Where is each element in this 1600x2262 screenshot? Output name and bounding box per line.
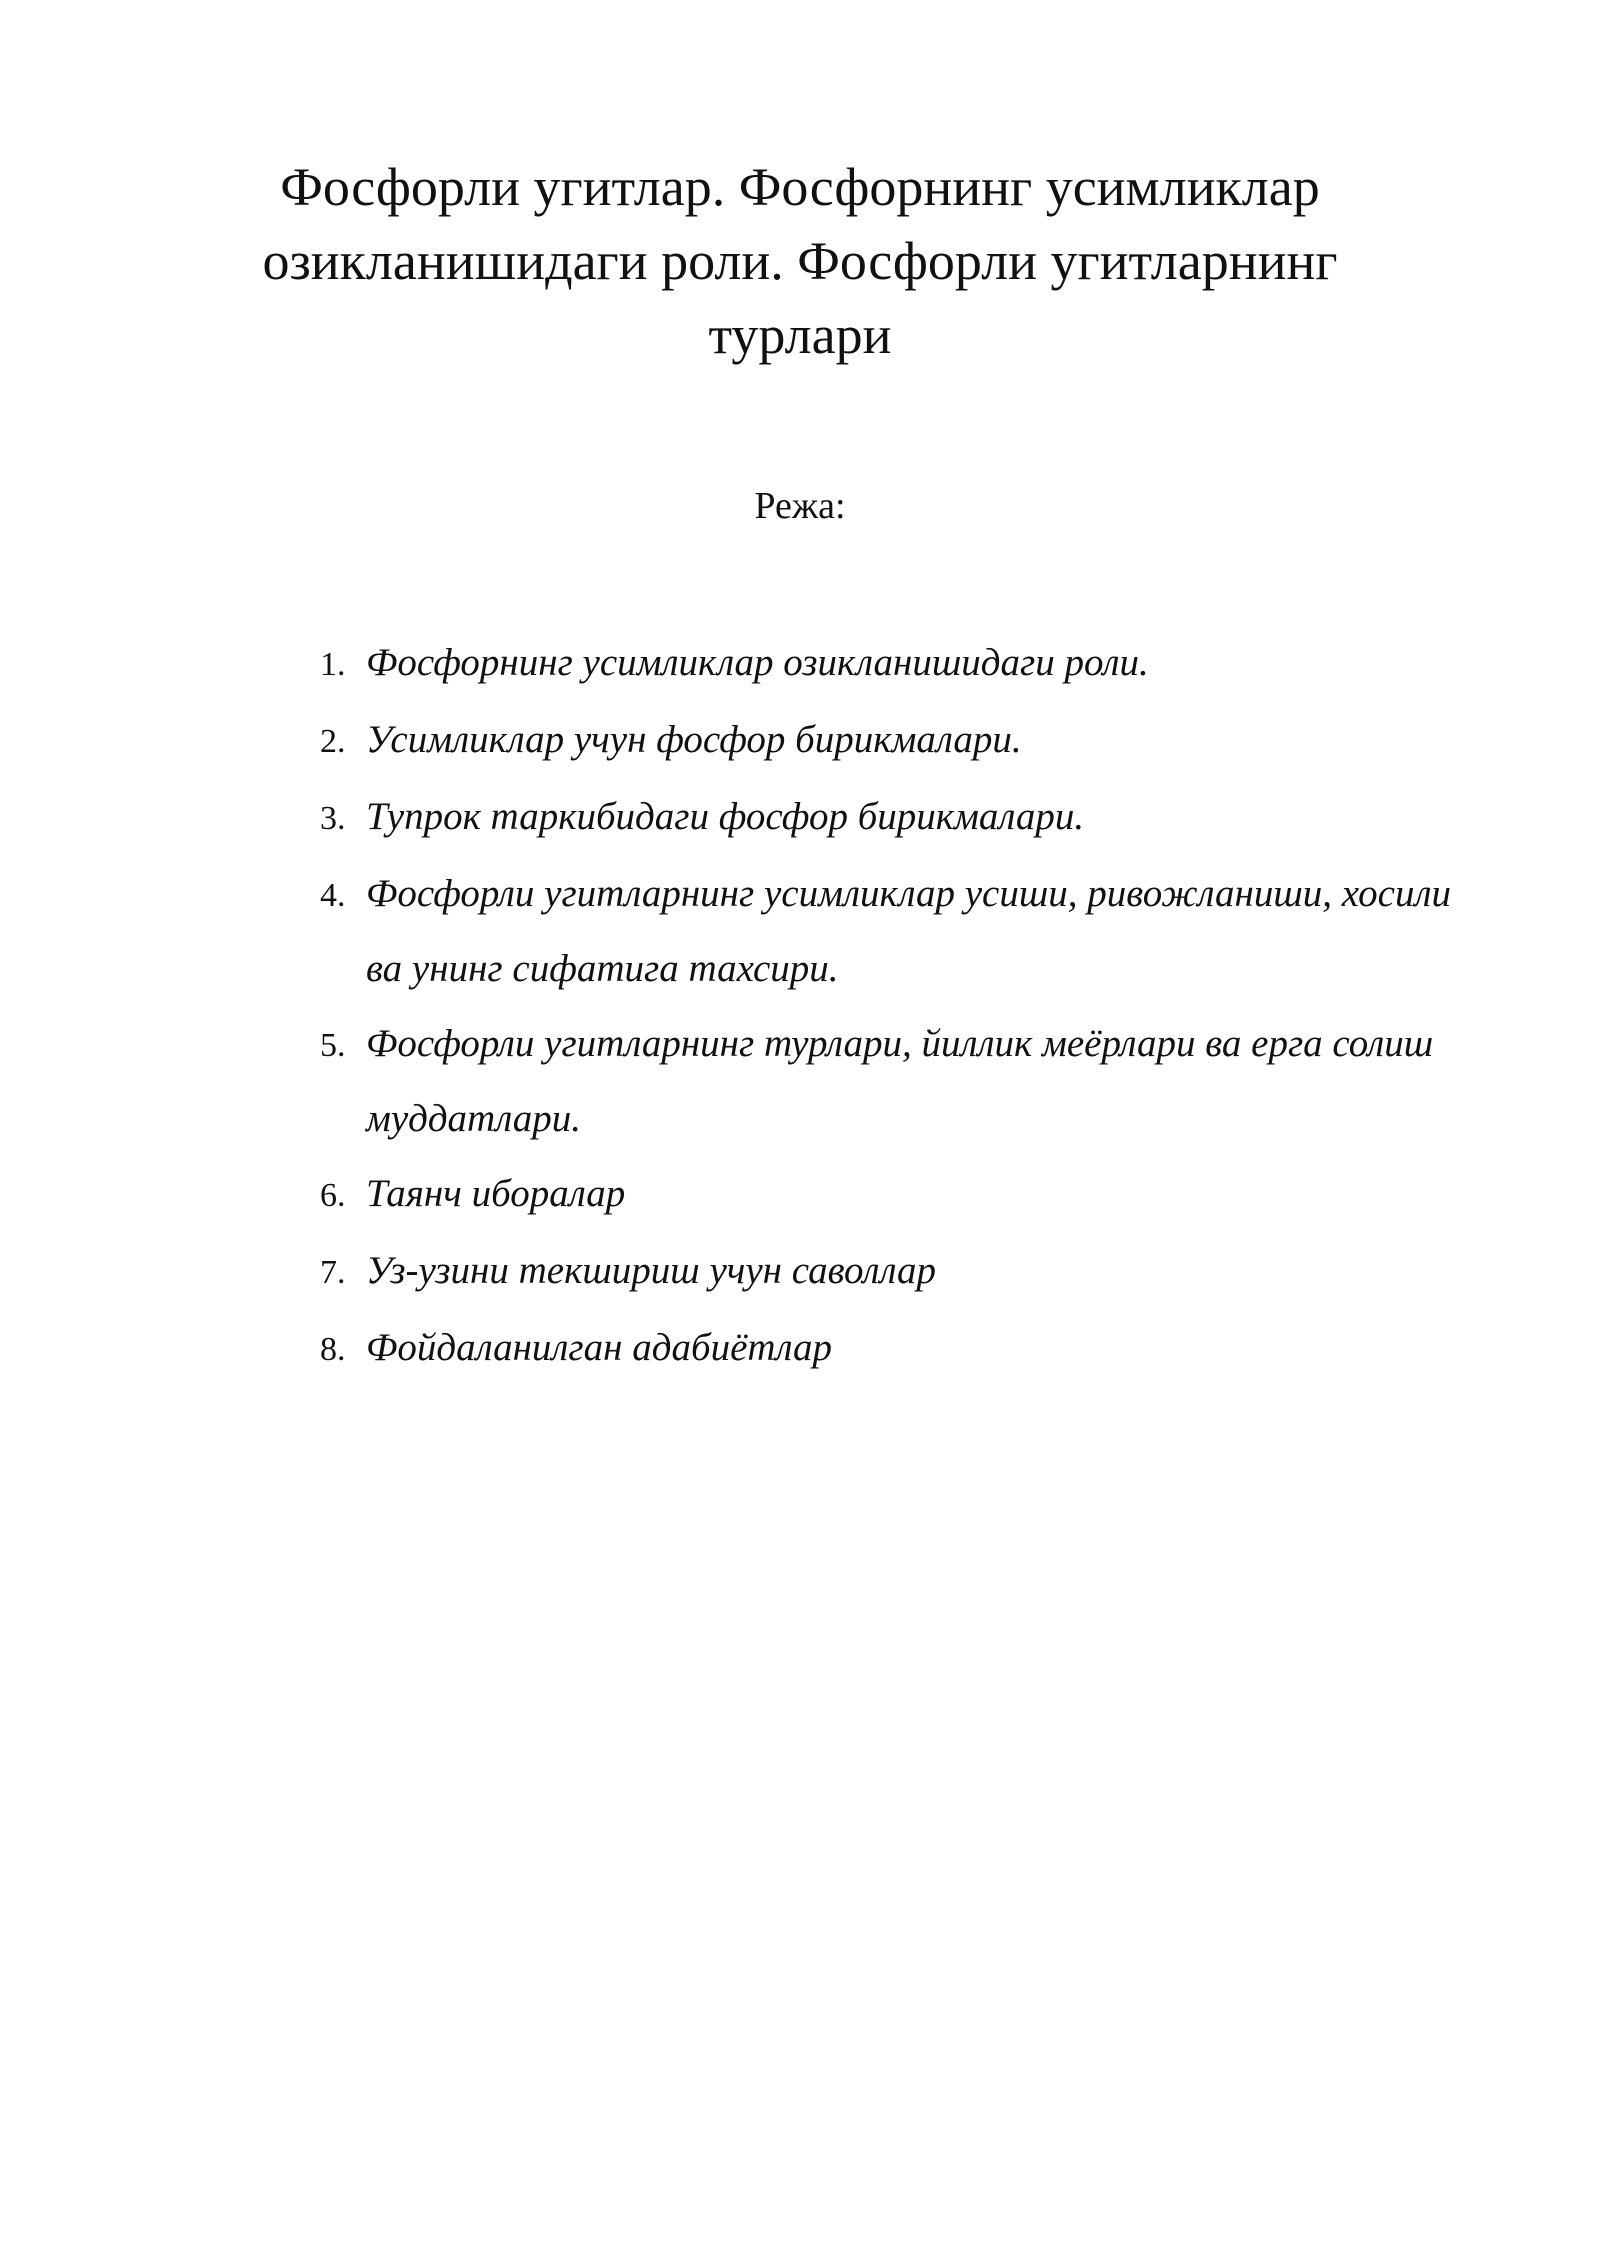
plan-item: [320, 856, 1470, 1006]
plan-item-number: 4.: [320, 877, 346, 914]
plan-item-text: Уз-узини текшириш учун саволлар: [366, 1249, 937, 1292]
plan-item-text: Фосфорли угитларнинг турлари, йиллик меёрлари ва ерга солиш муддатлари.: [366, 1022, 1434, 1140]
plan-item-text: Фосфорли угитларнинг усимликлар усиши, ривожланиши, хосили ва унинг сифатига тахсири.: [366, 872, 1451, 990]
plan-item: [320, 779, 1470, 856]
plan-heading: Режа:: [754, 485, 846, 527]
plan-item-number: 8.: [320, 1331, 346, 1368]
plan-item-text: Таянч иборалар: [366, 1172, 626, 1215]
plan-item-number: 1.: [320, 646, 346, 683]
plan-list: [320, 625, 1470, 1387]
plan-item: [320, 702, 1470, 779]
plan-item-number: 3.: [320, 800, 346, 837]
plan-item-text: Фойдаланилган адабиётлар: [366, 1326, 833, 1369]
plan-item-number: 7.: [320, 1254, 346, 1291]
plan-item-number: 5.: [320, 1027, 346, 1064]
plan-item: [320, 1233, 1470, 1310]
plan-item-text: Тупрок таркибидаги фосфор бирикмалари.: [366, 795, 1085, 838]
plan-item: [320, 1156, 1470, 1233]
plan-item-text: Фосфорнинг усимликлар озикланишидаги роли.: [366, 641, 1149, 684]
plan-item-number: 2.: [320, 723, 346, 760]
plan-item: [320, 1310, 1470, 1387]
plan-item: [320, 625, 1470, 702]
plan-item-text: Усимликлар учун фосфор бирикмалари.: [366, 718, 1022, 761]
plan-item-number: 6.: [320, 1177, 346, 1214]
document-title: Фосфорли угитлар. Фосфорнинг усимликлар озикланишидаги роли. Фосфорли угитларнинг турлари: [262, 157, 1338, 365]
plan-item: [320, 1006, 1470, 1156]
